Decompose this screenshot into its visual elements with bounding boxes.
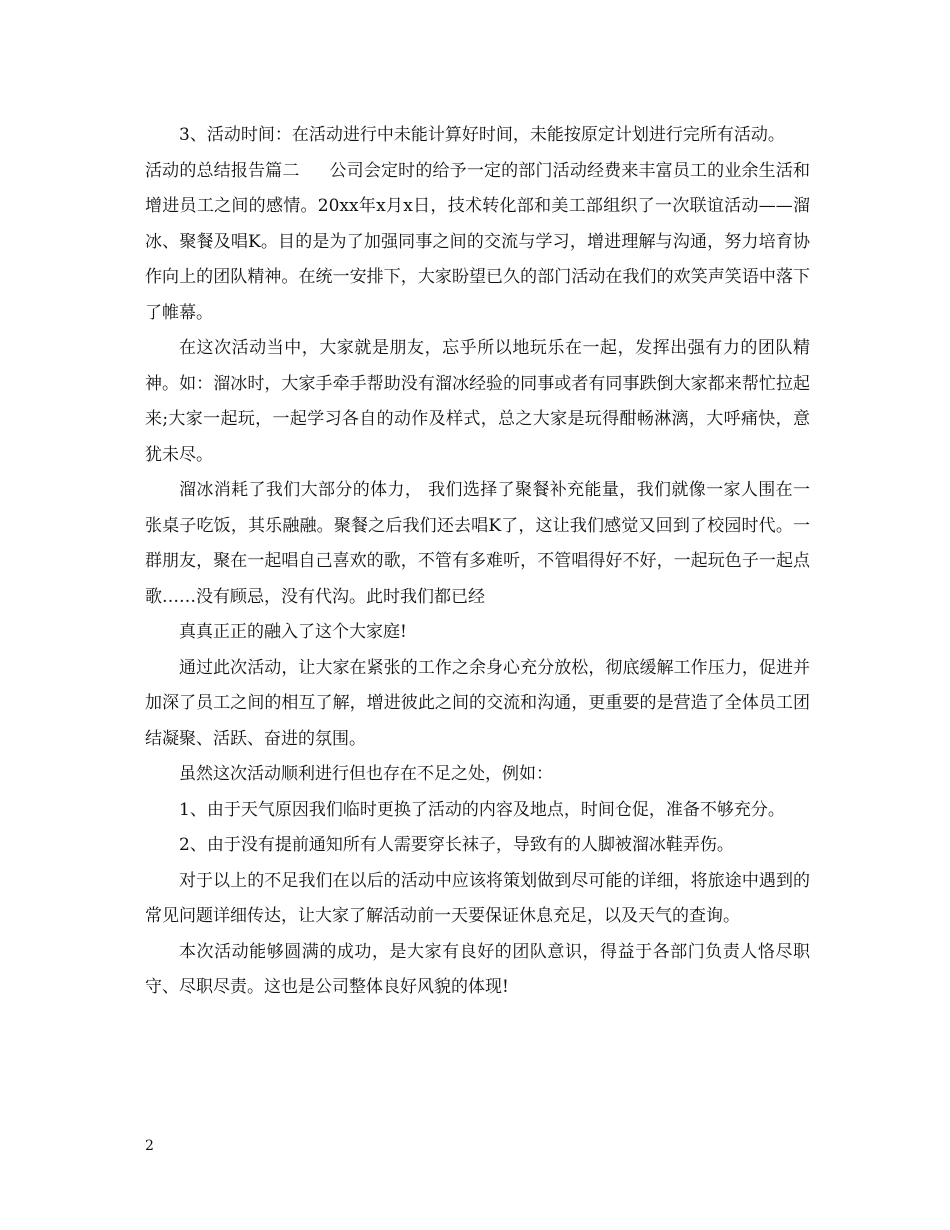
paragraph-text: 通过此次活动，让大家在紧张的工作之余身心充分放松，彻底缓解工作压力，促进并加深了员工之间的相互了解，增进彼此之间的交流和沟通，更重要的是营造了全体员工团结凝聚、活跃、奋进的氛围。	[145, 657, 810, 749]
paragraph-improvement	[145, 864, 810, 935]
paragraph-text: 1、由于天气原因我们临时更换了活动的内容及地点，时间仓促，准备不够充分。	[179, 799, 785, 820]
paragraph-dinner-karaoke	[145, 473, 810, 615]
paragraph-text: 对于以上的不足我们在以后的活动中应该将策划做到尽可能的详细，将旅途中遇到的常见问题详细传达，让大家了解活动前一天要保证休息充足，以及天气的查询。	[145, 870, 810, 926]
section-heading: 活动的总结报告篇二	[145, 160, 300, 181]
paragraph-team-spirit	[145, 331, 810, 473]
paragraph-activity-time	[145, 118, 810, 154]
paragraph-report-two	[145, 154, 810, 332]
page-number: 2	[145, 1138, 154, 1154]
document-body	[145, 118, 810, 1006]
paragraph-family	[145, 615, 810, 651]
paragraph-text: 公司会定时的给予一定的部门活动经费来丰富员工的业余生活和增进员工之间的感情。20xx年x月x日，技术转化部和美工部组织了一次联谊活动——溜冰、聚餐及唱K。目的是为了加强同事之间的交流与学习，增进理解与沟通，努力培育协作向上的团队精神。在统一安排下，大家盼望已久的部门活动在我们的欢笑声笑语中落下了帷幕。	[145, 160, 810, 323]
paragraph-text: 本次活动能够圆满的成功，是大家有良好的团队意识，得益于各部门负责人恪尽职守、尽职尽责。这也是公司整体良好风貌的体现!	[145, 941, 810, 997]
paragraph-text: 溜冰消耗了我们大部分的体力， 我们选择了聚餐补充能量，我们就像一家人围在一张桌子吃饭，其乐融融。聚餐之后我们还去唱K了，这让我们感觉又回到了校园时代。一群朋友，聚在一起唱自己喜欢的歌，不管有多难听，不管唱得好不好，一起玩色子一起点歌……没有顾忌，没有代沟。此时我们都已经	[145, 480, 810, 607]
paragraph-text: 真真正正的融入了这个大家庭!	[179, 622, 407, 642]
paragraph-shortcoming-1	[145, 793, 810, 829]
paragraph-text: 在这次活动当中，大家就是朋友，忘乎所以地玩乐在一起，发挥出强有力的团队精神。如：溜冰时，大家手牵手帮助没有溜冰经验的同事或者有同事跌倒大家都来帮忙拉起来;大家一起玩，一起学习各自的动作及样式，总之大家是玩得酣畅淋漓，大呼痛快，意犹未尽。	[145, 338, 810, 465]
paragraph-shortcomings-intro	[145, 757, 810, 793]
paragraph-conclusion	[145, 935, 810, 1006]
paragraph-text: 虽然这次活动顺利进行但也存在不足之处，例如：	[179, 764, 553, 784]
paragraph-text: 3、活动时间：在活动进行中未能计算好时间，未能按原定计划进行完所有活动。	[179, 125, 785, 145]
paragraph-text: 2、由于没有提前通知所有人需要穿长袜子，导致有的人脚被溜冰鞋弄伤。	[179, 835, 734, 855]
paragraph-shortcoming-2	[145, 828, 810, 864]
paragraph-benefits	[145, 651, 810, 758]
